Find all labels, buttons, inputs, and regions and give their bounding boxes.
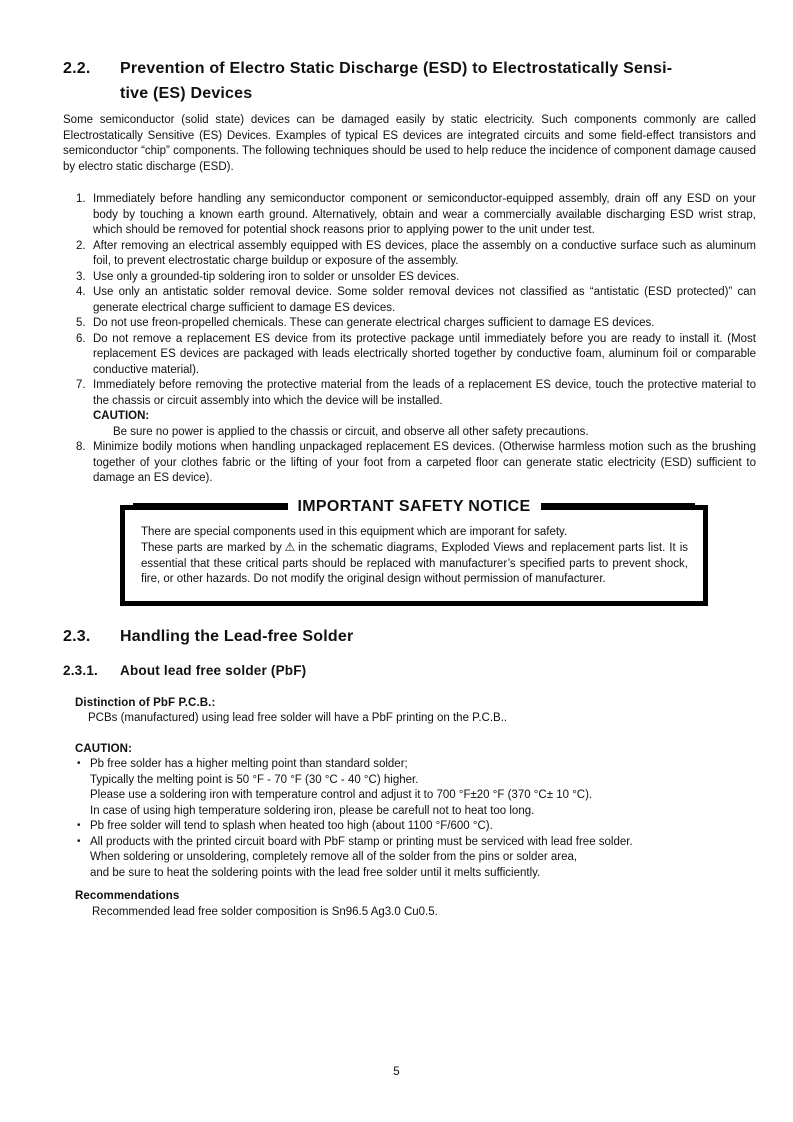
pbf-caution-block — [75, 742, 756, 882]
pbf-distinction-heading: Distinction of PbF P.C.B.: — [75, 696, 216, 709]
notice-line2-after: in the schematic diagrams, Exploded Views and replacement parts list. It is essential that these critical parts should be replaced with manufacturer’s specified parts to prevent shock, fire, or other hazards. Do not modify the original design without permission of manufacturer. — [141, 542, 689, 585]
notice-text — [141, 525, 688, 588]
section-2-2-title — [120, 56, 756, 106]
caution-bullet-1-line4: In case of using high temperature soldering iron, please be carefull not to heat too long. — [90, 804, 535, 817]
list-item-1-text: Immediately before handling any semiconductor component or semiconductor-equipped assembly, drain off any ESD on your body by touching a known earth ground. Alternatively, obtain and wear a commercially available discharging ESD wrist strap, which should be removed for potential shock reasons prior to applying power to the unit under test. — [93, 193, 756, 236]
list-item-6-number: 6. — [76, 332, 86, 345]
list-item-7-body — [93, 378, 756, 440]
caution-bullet-3 — [75, 835, 756, 882]
list-item-7-text: Immediately before removing the protective material from the leads of a replacement ES device, touch the protective material to the chassis or circuit assembly into which the device will be installed. — [93, 379, 756, 407]
esd-intro-paragraph: Some semiconductor (solid state) devices can be damaged easily by static electricity. Such components commonly are called Electrostatically Sensitive (ES) Devices. Examples of typical ES devices are integrated circuits and some field-effect transistors and semiconductor “chip” components. The following techniques should be used to help reduce the incidence of component damage caused by electro static discharge (ESD). — [63, 114, 756, 173]
page-number: 5 — [393, 1066, 400, 1078]
list-item-3-text: Use only a grounded-tip soldering iron to solder or unsolder ES devices. — [93, 270, 460, 283]
recommendations-text: Recommended lead free solder composition is Sn96.5 Ag3.0 Cu0.5. — [92, 905, 438, 918]
caution-bullet-3-line2: When soldering or unsoldering, completely remove all of the solder from the pins or solder area, — [90, 851, 578, 863]
bullet-marker: • — [77, 820, 81, 831]
notice-title-bar-left — [133, 503, 288, 510]
section-2-3-1-number: 2.3.1. — [63, 662, 98, 678]
important-safety-notice-box — [120, 497, 708, 606]
caution-bullet-3-line3: and be sure to heat the soldering points with the lead free solder until it melts sufficiently. — [90, 866, 541, 879]
caution-bullet-1-line3: Please use a soldering iron with temperature control and adjust it to 700 °F±20 °F (370 °C± 10 °C). — [90, 789, 593, 801]
list-item-6-text: Do not remove a replacement ES device from its protective package until immediately before you are ready to install it. (Most replacement ES devices are packaged with leads electrically shorted together by conductive foam, aluminum foil or comparable conductive material). — [93, 332, 756, 376]
caution-bullet-1 — [75, 757, 756, 819]
pbf-caution-heading: CAUTION: — [75, 742, 133, 755]
caution-bullet-1-line1: Pb free solder has a higher melting point than standard solder; — [90, 758, 408, 770]
section-2-2-heading — [63, 56, 756, 106]
esd-precaution-list — [63, 192, 756, 487]
caution-bullet-2 — [75, 819, 756, 835]
bullet-marker: • — [77, 758, 81, 769]
page-content — [63, 0, 756, 920]
section-2-3-1-title: About lead free solder (PbF) — [120, 662, 307, 678]
list-item-6 — [63, 332, 756, 379]
caution-bullet-3-line1: All products with the printed circuit board with PbF stamp or printing must be serviced with lead free solder. — [90, 835, 633, 848]
list-item-1 — [63, 192, 756, 239]
list-item-2-text: After removing an electrical assembly equipped with ES devices, place the assembly on a conductive surface such as aluminum foil, to prevent electrostatic charge buildup or exposure of the assembly. — [93, 239, 756, 267]
section-2-3-heading — [63, 624, 756, 649]
pbf-distinction-block — [75, 696, 756, 727]
pbf-distinction-text: PCBs (manufactured) using lead free solder will have a PbF printing on the P.C.B.. — [88, 712, 508, 724]
list-item-5-number: 5. — [76, 317, 86, 329]
notice-line2-before: These parts are marked by — [141, 542, 282, 554]
list-item-8-number: 8. — [76, 441, 86, 453]
recommendations-block — [75, 889, 756, 920]
section-2-3-title: Handling the Lead-free Solder — [120, 627, 354, 645]
warning-triangle-icon: ⚠ — [283, 540, 297, 554]
list-item-7 — [63, 378, 756, 440]
section-2-3-1-heading — [63, 661, 756, 681]
list-item-2-number: 2. — [76, 239, 86, 252]
section-2-2-number: 2.2. — [63, 60, 91, 77]
list-item-2 — [63, 239, 756, 270]
notice-title-row — [133, 497, 695, 517]
list-item-3-number: 3. — [76, 270, 86, 283]
list-item-8-text: Minimize bodily motions when handling unpackaged replacement ES devices. (Otherwise harmless motion such as the brushing together of your clothes fabric or the lifting of your foot from a carpeted floor can generate static electricity (ESD) sufficient to damage an ES device). — [93, 441, 756, 484]
bullet-marker: • — [77, 835, 81, 847]
list-item-4 — [63, 285, 756, 316]
section-2-3-number: 2.3. — [63, 627, 91, 645]
list-item-4-text: Use only an antistatic solder removal device. Some solder removal devices not classified as “antistatic (ESD protected)” can generate electrical charge sufficient to damage ES devices. — [93, 286, 756, 314]
list-item-4-number: 4. — [76, 286, 86, 298]
list-item-7-caution-text: Be sure no power is applied to the chassis or circuit, and observe all other safety precautions. — [113, 425, 589, 438]
notice-line1: There are special components used in this equipment which are imporant for safety. — [141, 525, 568, 538]
section-2-2-title-line1: Prevention of Electro Static Discharge (ESD) to Electrostatically Sensi- — [120, 60, 673, 77]
caution-bullet-1-line2: Typically the melting point is 50 °F - 70 °F (30 °C - 40 °C) higher. — [90, 773, 419, 786]
list-item-7-number: 7. — [76, 379, 86, 391]
list-item-7-caution-label: CAUTION: — [93, 410, 150, 422]
notice-title: IMPORTANT SAFETY NOTICE — [288, 497, 541, 517]
caution-bullet-2-line1: Pb free solder will tend to splash when heated too high (about 1100 °F/600 °C). — [90, 820, 493, 832]
section-2-2-title-line2: tive (ES) Devices — [120, 85, 253, 102]
recommendations-heading: Recommendations — [75, 890, 180, 902]
list-item-5 — [63, 316, 756, 332]
list-item-5-text: Do not use freon-propelled chemicals. These can generate electrical charges sufficient to damage ES devices. — [93, 317, 655, 329]
notice-title-bar-right — [541, 503, 696, 510]
list-item-8 — [63, 440, 756, 487]
list-item-1-number: 1. — [76, 193, 86, 205]
list-item-3 — [63, 270, 756, 286]
